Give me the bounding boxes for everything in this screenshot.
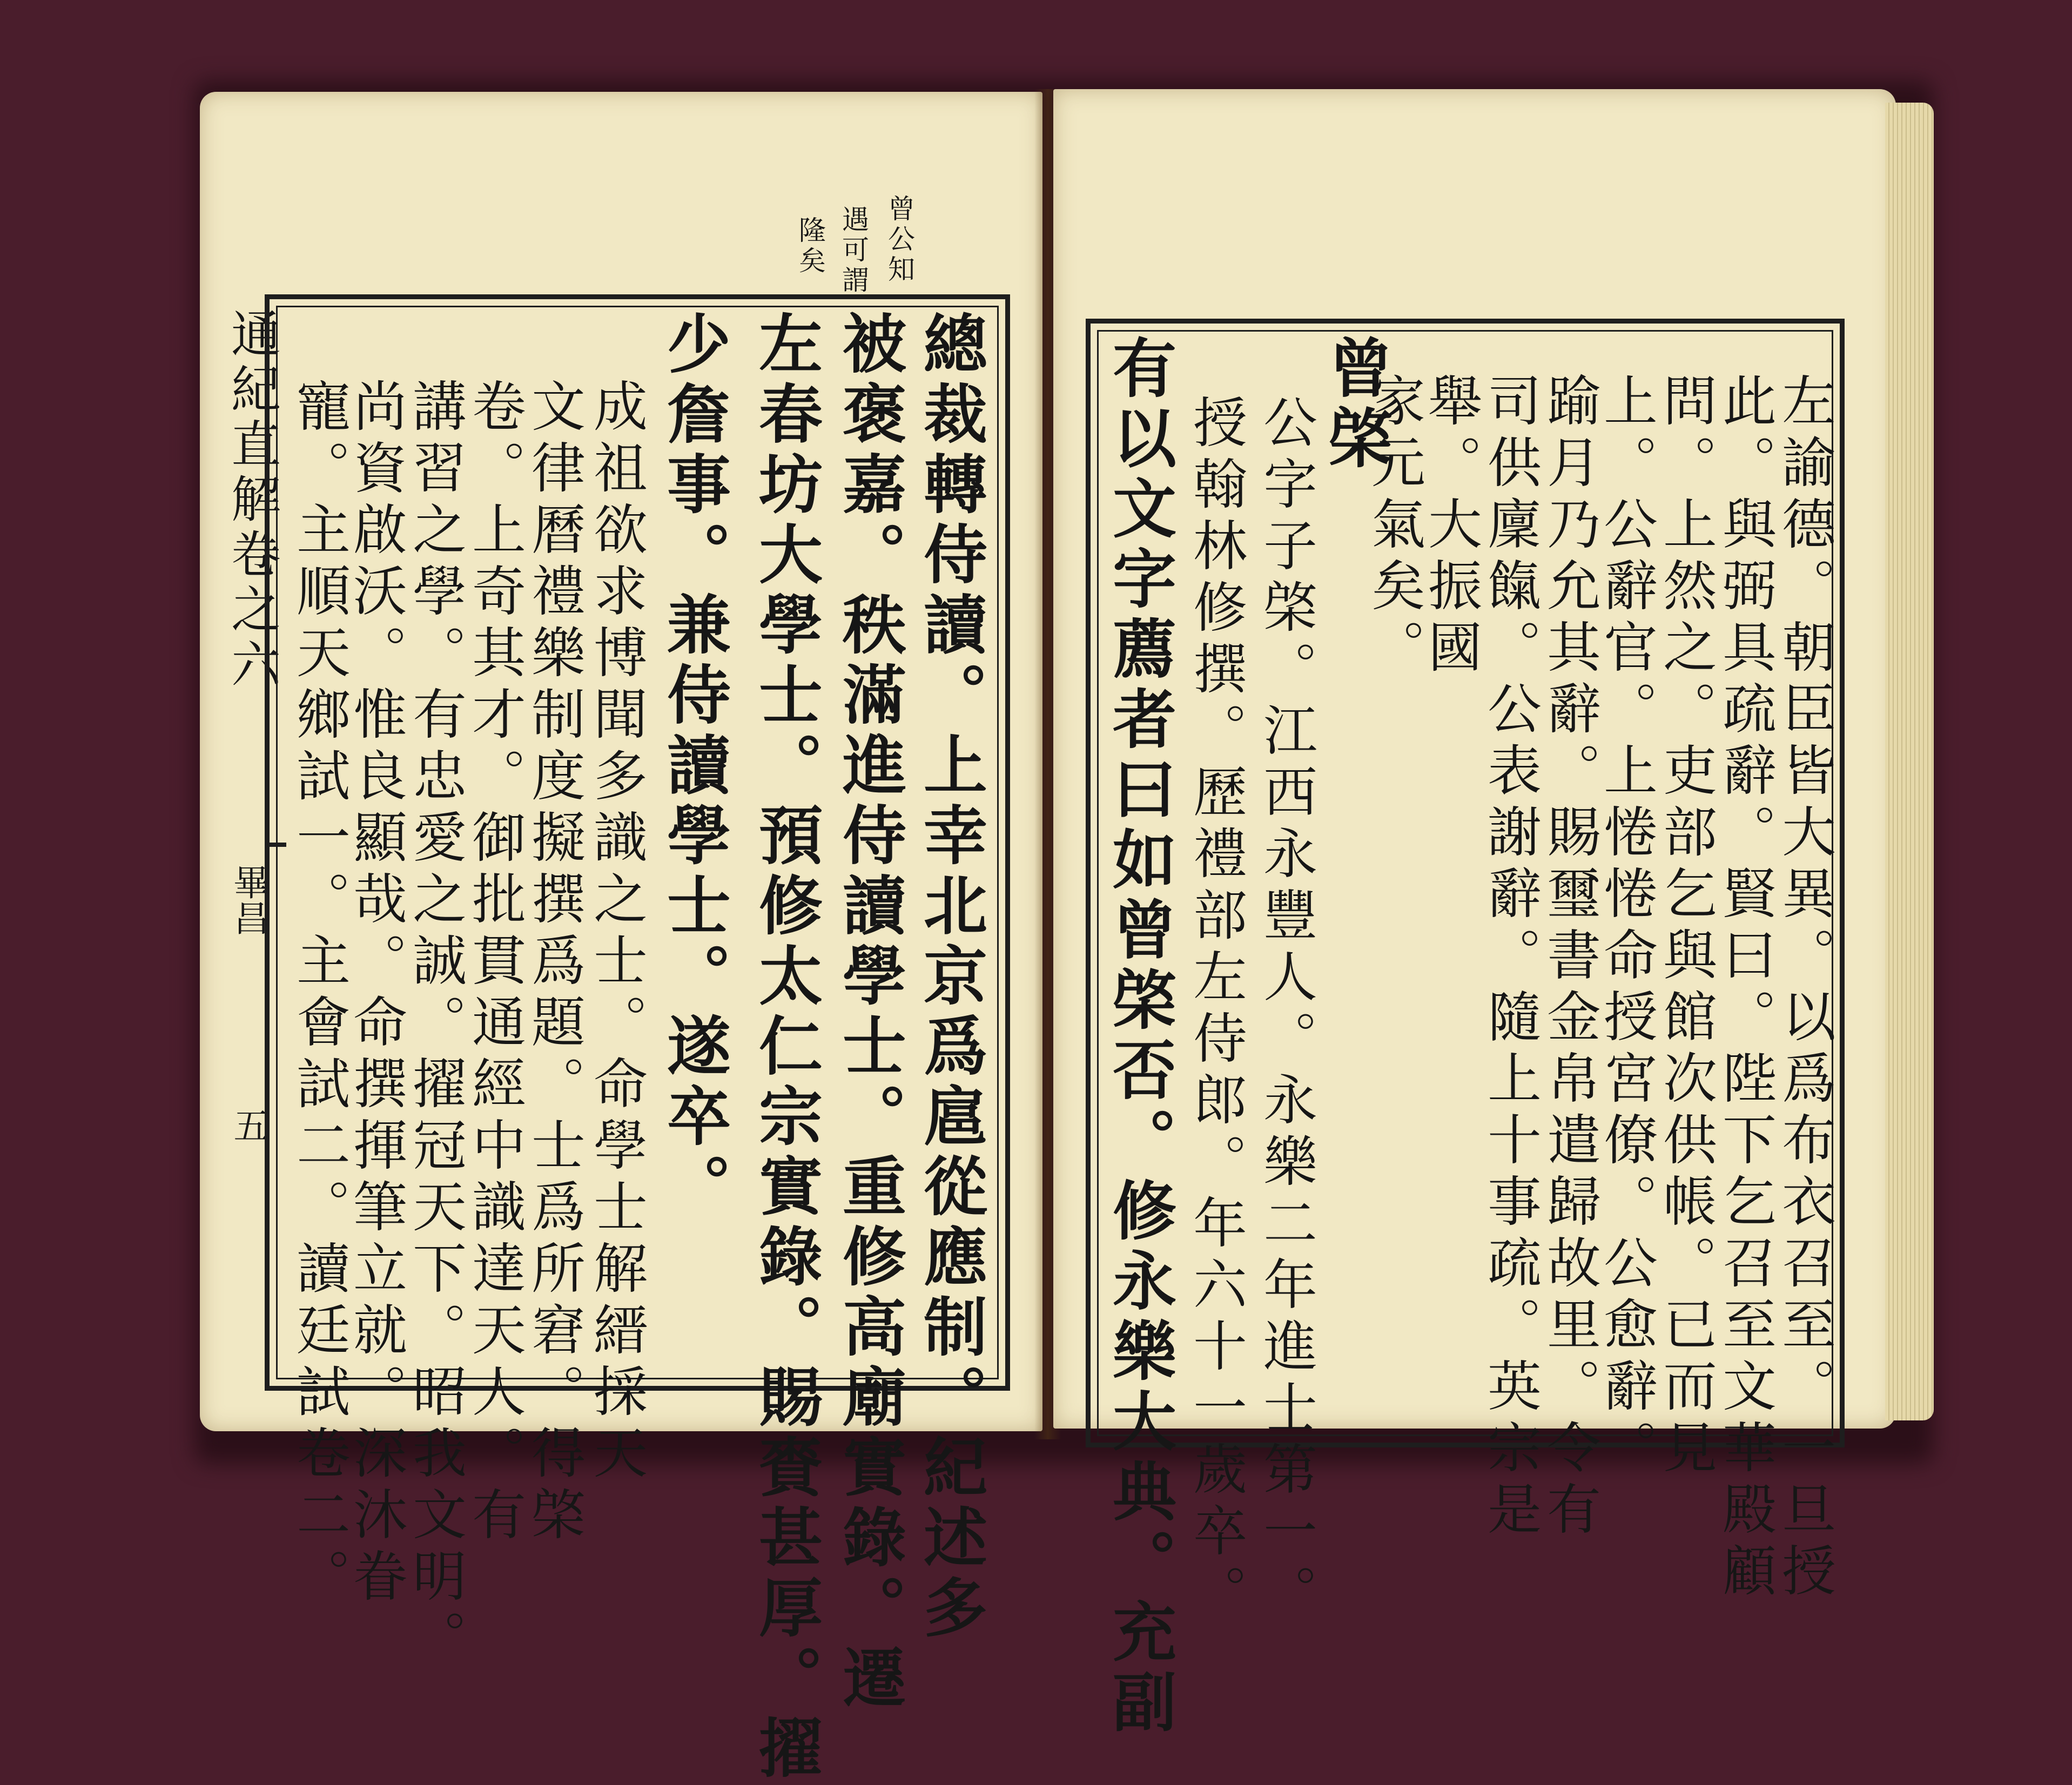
left-small-column: 講習之學。有忠愛之誠。擢冠天下。昭我文明。 xyxy=(403,378,467,1671)
right-small-column: 問。上然之。吏部乞與館次供帳。已而見 xyxy=(1654,373,1717,1481)
left-large-column: 少詹事。兼侍讀學士。遂卒。 xyxy=(656,311,731,1223)
biography-heading: 曾棨 xyxy=(1318,335,1393,475)
left-small-column: 文律曆禮樂制度擬撰爲題。士爲所窘。得棨 xyxy=(522,378,586,1548)
left-large-column: 左春坊大學士。預修太仁宗實錄。賜賚甚厚。擢 xyxy=(748,311,823,1785)
left-large-column: 總裁轉侍讀。上幸北京爲扈從應制。紀述多 xyxy=(913,311,988,1645)
margin-page-label: 畢昌 xyxy=(227,864,269,935)
margin-page-number: 五 xyxy=(227,1107,269,1143)
left-small-column: 尚資啟沃。惟良顯哉。命撰揮筆立就。深沐眷 xyxy=(344,378,407,1609)
right-small-column: 上。公辭官。上惓惓命授宮僚。公愈辭。 xyxy=(1595,373,1658,1481)
left-small-column: 成祖欲求博聞多識之士。命學士解縉採天 xyxy=(584,378,648,1486)
right-small-column: 司供廩餼。公表謝辭。隨上十事疏。英宗是 xyxy=(1478,373,1542,1542)
right-small-column: 公字子棨。江西永豐人。永樂二年進士第一。 xyxy=(1254,394,1317,1626)
right-small-column: 此。與弼具疏辭。賢曰。陛下乞召至文華殿顧 xyxy=(1713,373,1777,1604)
left-frame-fold-mark xyxy=(265,843,286,847)
right-small-column: 家元氣矣。 xyxy=(1362,373,1425,681)
left-large-column: 被褒嘉。秩滿進侍讀學士。重修高廟實錄。遷 xyxy=(832,311,907,1715)
head-note-line: 曾公知 xyxy=(884,194,915,285)
left-small-column: 卷。上奇其才。御批貫通經中識達天人。有 xyxy=(463,378,526,1548)
head-note-line: 遇可謂 xyxy=(838,205,869,296)
left-small-column: 寵。主順天鄉試一。主會試二。讀廷試卷二。 xyxy=(287,378,351,1609)
right-small-column: 舉。大振國 xyxy=(1419,373,1482,681)
right-small-column: 左諭德。朝臣皆大異。以爲布衣召至。一旦授 xyxy=(1773,373,1836,1604)
margin-book-title: 通紀直解卷之六 xyxy=(223,308,281,693)
page-fore-edge xyxy=(1885,103,1934,1420)
right-small-column: 授翰林修撰。歷禮部左侍郎。年六十一歲卒。 xyxy=(1184,394,1247,1626)
right-small-column: 踰月乃允其辭。賜璽書金帛遣歸故里。令有 xyxy=(1538,373,1601,1542)
head-note-line: 隆矣 xyxy=(795,216,826,277)
right-large-column: 有以文字薦者曰如曾棨否。修永樂大典。充副 xyxy=(1102,335,1177,1739)
